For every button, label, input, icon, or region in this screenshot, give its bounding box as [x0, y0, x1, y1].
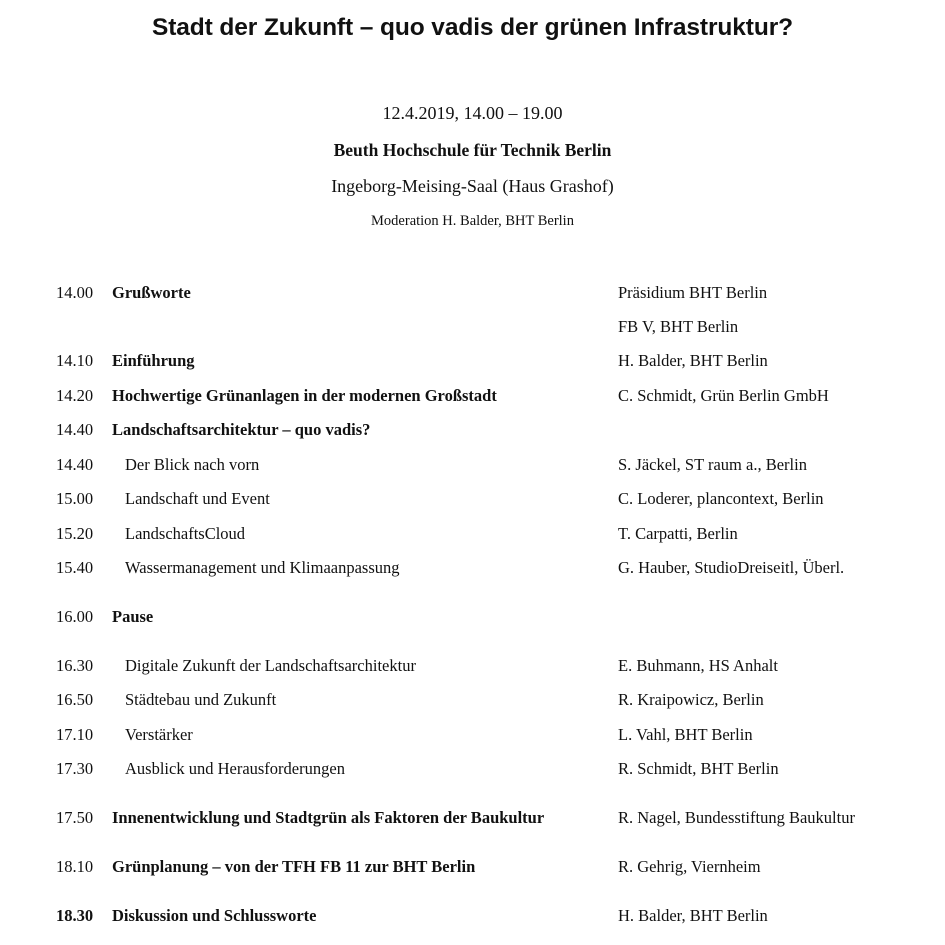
program-row [0, 906, 945, 930]
program-topic: Pause [112, 607, 154, 626]
program-row [0, 317, 945, 341]
program-time: 17.10 [56, 725, 94, 744]
program-speaker: E. Buhmann, HS Anhalt [618, 656, 778, 675]
program-topic: Einführung [112, 351, 195, 370]
page-title: Stadt der Zukunft – quo vadis der grünen Infrastruktur? [151, 14, 794, 41]
event-date-time: 12.4.2019, 14.00 – 19.00 [382, 103, 563, 123]
program-row [0, 489, 945, 513]
program-time: 18.10 [56, 857, 94, 876]
program-speaker: S. Jäckel, ST raum a., Berlin [618, 455, 807, 474]
program-topic: Landschaft und Event [125, 489, 270, 508]
program-topic: Verstärker [125, 725, 193, 744]
event-room: Ingeborg-Meising-Saal (Haus Grashof) [331, 176, 614, 196]
program-row [0, 808, 945, 832]
program-speaker: Präsidium BHT Berlin [618, 283, 768, 302]
program-topic: LandschaftsCloud [125, 524, 246, 543]
program-row [0, 725, 945, 749]
program-row [0, 455, 945, 479]
program-time: 14.20 [56, 386, 94, 405]
program-row [0, 386, 945, 410]
program-topic: Ausblick und Herausforderungen [125, 759, 345, 778]
event-moderation: Moderation H. Balder, BHT Berlin [371, 213, 574, 229]
program-topic: Hochwertige Grünanlagen in der modernen Großstadt [112, 386, 497, 405]
program-time: 15.40 [56, 558, 94, 577]
program-time: 15.00 [56, 489, 94, 508]
program-topic: Städtebau und Zukunft [125, 690, 277, 709]
program-topic: Wassermanagement und Klimaanpassung [125, 558, 400, 577]
program-row [0, 759, 945, 783]
program-row [0, 351, 945, 375]
program-time: 15.20 [56, 524, 94, 543]
program-speaker: H. Balder, BHT Berlin [618, 906, 768, 925]
program-topic: Innenentwicklung und Stadtgrün als Faktoren der Baukultur [112, 808, 545, 827]
program-speaker: R. Schmidt, BHT Berlin [618, 759, 779, 778]
program-row [0, 690, 945, 714]
program-time: 16.00 [56, 607, 94, 626]
program-row [0, 656, 945, 680]
program-topic: Der Blick nach vorn [125, 455, 260, 474]
program-topic: Diskussion und Schlussworte [112, 906, 317, 925]
program-speaker: G. Hauber, StudioDreiseitl, Überl. [618, 558, 845, 577]
program-time: 14.40 [56, 455, 94, 474]
program-speaker: R. Nagel, Bundesstiftung Baukultur [618, 808, 855, 827]
program-time: 14.40 [56, 420, 94, 439]
program-speaker: C. Schmidt, Grün Berlin GmbH [618, 386, 829, 405]
program-speaker: C. Loderer, plancontext, Berlin [618, 489, 824, 508]
program-topic: Landschaftsarchitektur – quo vadis? [112, 420, 371, 439]
program-speaker: R. Gehrig, Viernheim [618, 857, 761, 876]
program-row [0, 524, 945, 548]
program-speaker: T. Carpatti, Berlin [618, 524, 738, 543]
program-time: 17.30 [56, 759, 94, 778]
program-topic: Digitale Zukunft der Landschaftsarchitektur [125, 656, 416, 675]
program-speaker: H. Balder, BHT Berlin [618, 351, 768, 370]
program-topic: Grußworte [112, 283, 191, 302]
program-speaker: R. Kraipowicz, Berlin [618, 690, 764, 709]
program-speaker: FB V, BHT Berlin [618, 317, 739, 336]
event-venue: Beuth Hochschule für Technik Berlin [333, 140, 612, 160]
program-time: 16.30 [56, 656, 94, 675]
program-time: 17.50 [56, 808, 94, 827]
program-row [0, 283, 945, 307]
program-row [0, 558, 945, 582]
program-speaker: L. Vahl, BHT Berlin [618, 725, 753, 744]
program-time: 14.10 [56, 351, 94, 370]
program-row [0, 607, 945, 631]
program-topic: Grünplanung – von der TFH FB 11 zur BHT Berlin [112, 857, 476, 876]
program-row [0, 420, 945, 444]
program-time: 18.30 [56, 906, 94, 925]
program-row [0, 857, 945, 881]
program-time: 14.00 [56, 283, 94, 302]
program-time: 16.50 [56, 690, 94, 709]
